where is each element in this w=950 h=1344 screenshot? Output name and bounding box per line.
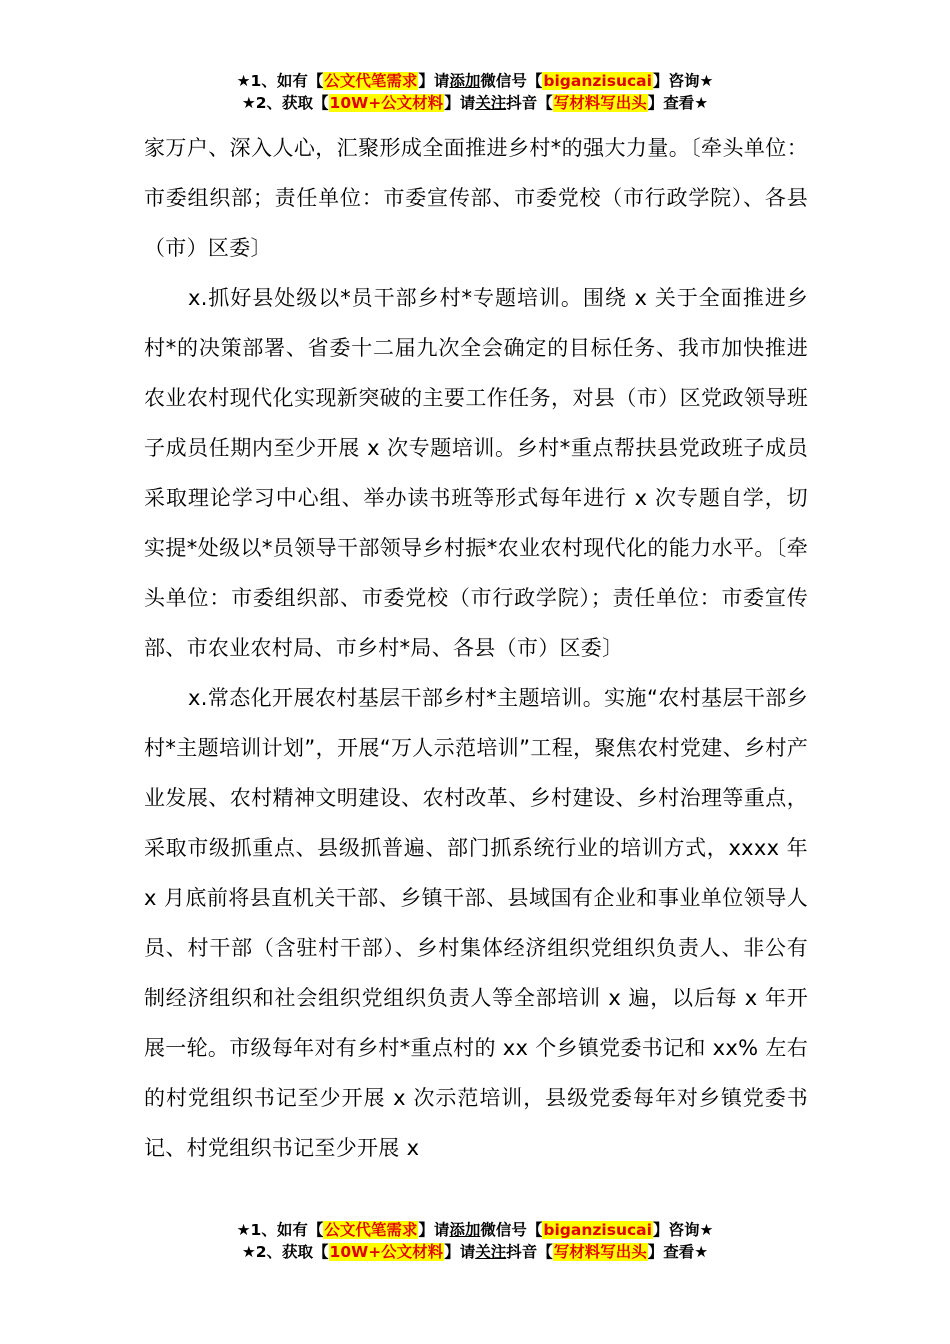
banner-line-2 bbox=[0, 92, 950, 114]
banner-highlight: 公文代笔需求 bbox=[324, 72, 418, 90]
banner-line-1 bbox=[0, 70, 950, 92]
banner-text: 抖音【 bbox=[506, 1243, 553, 1261]
banner-highlight: 10W+公文材料 bbox=[329, 1243, 444, 1261]
banner-highlight: biganzisucai bbox=[543, 1221, 652, 1239]
banner-highlight: 写材料写出头 bbox=[553, 94, 647, 112]
banner-text: 】查看★ bbox=[647, 94, 709, 112]
banner-text: 】请 bbox=[444, 94, 476, 112]
banner-text: ★1、如有【 bbox=[236, 1221, 324, 1239]
banner-highlight: 公文代笔需求 bbox=[324, 1221, 418, 1239]
banner-text: 】请 bbox=[418, 1221, 450, 1239]
banner-line-2 bbox=[0, 1241, 950, 1263]
banner-text: 】请 bbox=[444, 1243, 476, 1261]
paragraph: 家万户、深入人心，汇聚形成全面推进乡村*的强大力量。〔牵头单位：市委组织部；责任单位：市委宣传部、市委党校（市行政学院）、各县（市）区委〕 bbox=[144, 136, 808, 260]
banner-text: 】咨询★ bbox=[652, 1221, 714, 1239]
paragraph: x.常态化开展农村基层干部乡村*主题培训。实施“农村基层干部乡村*主题培训计划”，开展“万人示范培训”工程，聚焦农村党建、乡村产业发展、农村精神文明建设、农村改革、乡村建设、乡村治理等重点，采取市级抓重点、县级抓普遍、部门抓系统行业的培训方式，xxxx 年 x 月底前将县直机关干部、乡镇干部、县域国有企业和事业单位领导人员、村干部（含驻村干部）、乡村集体经济组织党组织负责人、非公有制经济组织和社会组织党组织负责人等全部培训 x 遍，以后每 x 年开展一轮。市级每年对有乡村*重点村的 xx 个乡镇党委书记和 xx% 左右的村党组织书记至少开展 x 次示范培训，县级党委每年对乡镇党委书记、村党组织书记至少开展 x bbox=[144, 686, 808, 1160]
banner-text: 微信号【 bbox=[480, 72, 543, 90]
banner-underlined-text: 关注 bbox=[475, 94, 507, 112]
banner-line-1 bbox=[0, 1219, 950, 1241]
banner-text: ★2、获取【 bbox=[241, 1243, 329, 1261]
paragraph: x.抓好县处级以*员干部乡村*专题培训。围绕 x 关于全面推进乡村*的决策部署、省委十二届九次全会确定的目标任务、我市加快推进农业农村现代化实现新突破的主要工作任务，对县（市）区党政领导班子成员任期内至少开展 x 次专题培训。乡村*重点帮扶县党政班子成员采取理论学习中心组、举办读书班等形式每年进行 x 次专题自学，切实提*处级以*员领导干部领导乡村振*农业农村现代化的能力水平。〔牵头单位：市委组织部、市委党校（市行政学院）；责任单位：市委宣传部、市农业农村局、市乡村*局、各县（市）区委〕 bbox=[144, 286, 808, 660]
banner-highlight: 写材料写出头 bbox=[553, 1243, 647, 1261]
banner-text: 】请 bbox=[418, 72, 450, 90]
banner-underlined-text: 添加 bbox=[449, 1221, 481, 1239]
document-body bbox=[144, 123, 808, 1173]
banner-underlined-text: 关注 bbox=[475, 1243, 507, 1261]
banner-text: ★2、获取【 bbox=[241, 94, 329, 112]
banner-highlight: 10W+公文材料 bbox=[329, 94, 444, 112]
banner-text: 】查看★ bbox=[647, 1243, 709, 1261]
banner-text: ★1、如有【 bbox=[236, 72, 324, 90]
banner-underlined-text: 添加 bbox=[449, 72, 481, 90]
banner-text: 】咨询★ bbox=[652, 72, 714, 90]
banner-text: 抖音【 bbox=[506, 94, 553, 112]
banner-highlight: biganzisucai bbox=[543, 72, 652, 90]
banner-text: 微信号【 bbox=[480, 1221, 543, 1239]
header-banner bbox=[0, 70, 950, 114]
footer-banner bbox=[0, 1219, 950, 1263]
